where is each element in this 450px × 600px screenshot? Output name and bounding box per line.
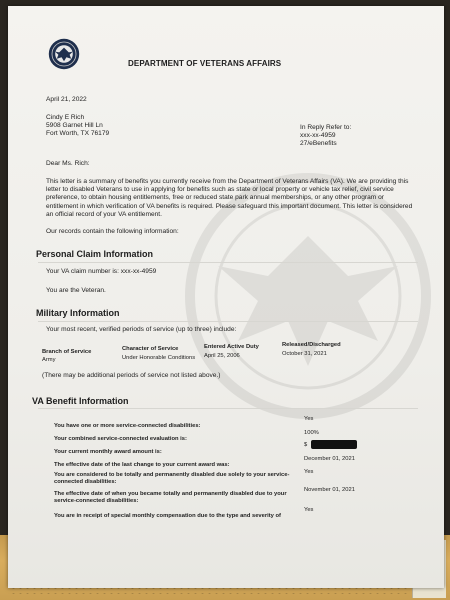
benefit-value: Yes xyxy=(304,469,314,475)
table-cell: October 31, 2021 xyxy=(282,351,327,357)
benefit-label: You have one or more service-connected disabilities: xyxy=(54,423,201,429)
benefit-value: 100% xyxy=(304,430,319,436)
personal-heading: Personal Claim Information xyxy=(36,249,154,259)
letter-page xyxy=(8,6,444,588)
benefit-value: Yes xyxy=(304,416,314,422)
table-cell: Army xyxy=(42,357,56,363)
benefit-label: Your combined service-connected evaluation is: xyxy=(54,436,187,442)
service-note: (There may be additional periods of service not listed above.) xyxy=(42,372,221,379)
records-intro: Our records contain the following information: xyxy=(46,228,179,235)
table-cell: Under Honorable Conditions xyxy=(122,355,196,361)
divider xyxy=(38,262,418,263)
benefit-label: Your current monthly award amount is: xyxy=(54,449,162,455)
benefit-label: You are considered to be totally and permanently disabled due solely to your service-connected disabilities: xyxy=(54,472,290,486)
benefit-value: Yes xyxy=(304,507,314,513)
claim-number: Your VA claim number is: xxx-xx-4959 xyxy=(46,268,157,275)
benefit-value: November 01, 2021 xyxy=(304,487,355,493)
column-header: Released/Discharged xyxy=(282,342,341,348)
letter-date: April 21, 2022 xyxy=(46,96,87,103)
benefit-label: You are in receipt of special monthly compensation due to the type and severity of xyxy=(54,513,281,519)
reply-ref-ssn: xxx-xx-4959 xyxy=(300,132,336,139)
benefit-value: $ xyxy=(304,442,308,448)
benefit-label: The effective date of the last change to your current award was: xyxy=(54,462,230,468)
reply-label: In Reply Refer to: xyxy=(300,124,352,131)
military-intro: Your most recent, verified periods of service (up to three) include: xyxy=(46,326,237,333)
column-header: Character of Service xyxy=(122,346,179,352)
redacted-amount xyxy=(311,440,357,449)
divider xyxy=(38,321,418,322)
salutation: Dear Ms. Rich: xyxy=(46,160,90,167)
divider xyxy=(38,408,418,409)
benefit-value: December 01, 2021 xyxy=(304,456,355,462)
reply-ref-code: 27/eBenefits xyxy=(300,140,337,147)
recipient-city: Fort Worth, TX 76179 xyxy=(46,130,110,137)
va-seal-icon xyxy=(48,38,80,70)
recipient-street: 5908 Garnet Hill Ln xyxy=(46,122,103,129)
benefit-label: The effective date of when you became totally and permanently disabled due to your service-connected disabilities: xyxy=(54,491,287,505)
benefit-heading: VA Benefit Information xyxy=(32,396,129,406)
military-heading: Military Information xyxy=(36,308,120,318)
table-cell: April 25, 2006 xyxy=(204,353,240,359)
recipient-name: Cindy E Rich xyxy=(46,114,85,121)
column-header: Branch of Service xyxy=(42,349,92,355)
body-paragraph: This letter is a summary of benefits you currently receive from the Department of Veterans Affairs (VA). We are providing this letter to disabled Veterans to use in applying for benefits such as state or local property or vehicle tax relief, civil service preference, to obtain housing entitlements, free or reduced state park annual memberships, or any other program or entitlement in which verification of VA benefits is required. Please safeguard this important document. This letter is considered an official record of your VA entitlement. xyxy=(46,178,413,218)
veteran-status: You are the Veteran. xyxy=(46,287,106,294)
department-title: DEPARTMENT OF VETERANS AFFAIRS xyxy=(128,59,282,68)
column-header: Entered Active Duty xyxy=(204,344,259,350)
